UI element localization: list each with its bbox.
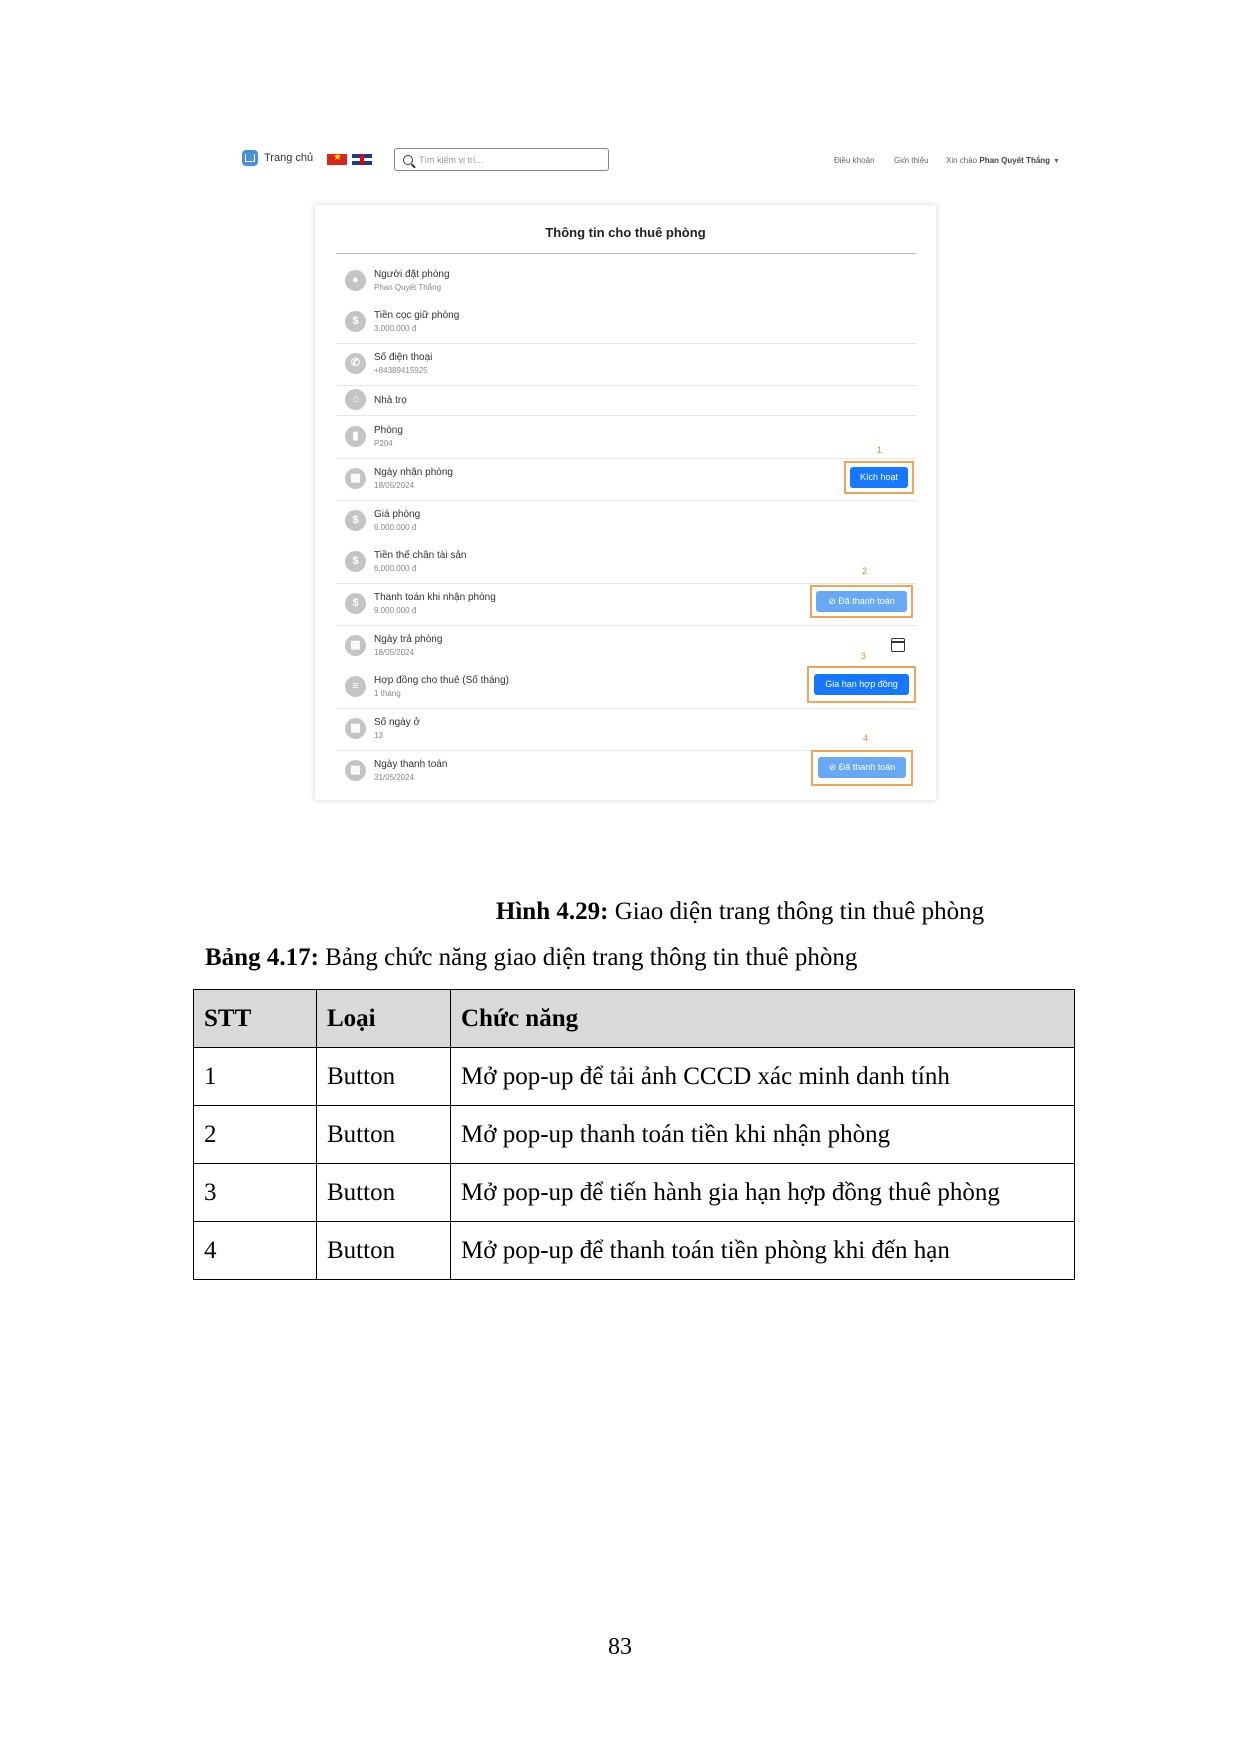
greeting-text: Xin chào [946,156,978,165]
contract-icon: ≡ [345,676,366,697]
row-value: 6.000.000 đ [374,564,417,573]
activate-button[interactable]: Kích hoạt [850,467,908,488]
row-value: 31/05/2024 [374,773,415,782]
row-value: 1 tháng [374,689,401,698]
row-label: Tiền thế chân tài sản [374,550,467,561]
info-row-room [336,416,916,459]
table-row [194,1048,1075,1106]
row-value: 18/05/2024 [374,648,415,657]
row-label: Người đặt phòng [374,269,450,280]
row-label: Tiền cọc giữ phòng [374,310,460,321]
info-row-asset-deposit [336,541,916,584]
cell-type: Button [317,1222,451,1280]
row-value: 6.000.000 đ [374,523,417,532]
cell-function: Mở pop-up để tiến hành gia hạn hợp đồng thuê phòng [451,1164,1075,1222]
calendar-picker-icon[interactable] [891,638,905,652]
row-label: Số ngày ở [374,717,421,728]
cell-function: Mở pop-up thanh toán tiền khi nhận phòng [451,1106,1075,1164]
calendar-icon: ▦ [345,718,366,739]
rental-info-card [315,205,936,800]
dollar-icon: $ [345,311,366,332]
calendar-icon: ▦ [345,468,366,489]
callout-number: 2 [862,566,868,576]
callout-number: 3 [861,651,867,661]
calendar-icon: ▦ [345,760,366,781]
terms-link[interactable]: Điều khoản [834,156,875,165]
vietnam-flag-icon[interactable] [327,154,347,165]
dollar-icon: $ [345,593,366,614]
info-row-checkout-date [336,625,916,667]
cell-stt: 4 [194,1222,317,1280]
dollar-icon: $ [345,510,366,531]
callout-number: 1 [877,445,883,455]
button-label: Đã thanh toán [838,596,895,606]
table-header-row [194,990,1075,1048]
row-label: Hợp đồng cho thuê (Số tháng) [374,675,509,686]
row-label: Nhà trọ [374,395,407,406]
row-value: 18/05/2024 [374,481,415,490]
home-link[interactable] [242,150,313,166]
button-label: Đã thanh toán [838,762,896,772]
row-value: 13 [374,731,383,740]
header-function: Chức năng [451,990,1075,1048]
row-label: Thanh toán khi nhận phòng [374,592,496,603]
about-link[interactable]: Giới thiệu [894,156,929,165]
header-stt: STT [194,990,317,1048]
row-value: 9.000.000 đ [374,606,417,615]
search-icon [403,155,413,165]
user-icon: ● [345,270,366,291]
user-menu[interactable] [946,156,1060,165]
extend-contract-button[interactable]: Gia hạn hợp đồng [814,674,909,695]
row-label: Ngày nhận phòng [374,467,453,478]
table-row [194,1222,1075,1280]
caption-text: Giao diện trang thông tin thuê phòng [614,898,985,925]
row-label: Số điện thoại [374,352,433,363]
cell-stt: 1 [194,1048,317,1106]
row-value: 3.000.000 đ [374,324,417,333]
info-row-deposit [336,301,916,344]
home-label: Trang chủ [264,152,314,164]
house-icon: ⌂ [345,389,366,410]
page-number: 83 [608,1634,632,1660]
navbar [230,138,1098,178]
info-row-days-stayed [336,708,916,751]
info-row-checkin-date [336,458,916,501]
info-row-house [336,385,916,416]
screenshot-figure [230,138,1098,873]
callout-number: 4 [863,733,869,743]
paid-rent-button[interactable]: ⊘ Đã thanh toán [818,757,906,778]
card-title: Thông tin cho thuê phòng [545,225,706,240]
row-label: Ngày thanh toán [374,759,448,770]
row-value: P204 [374,439,393,448]
header-type: Loại [317,990,451,1048]
cell-function: Mở pop-up để thanh toán tiền phòng khi đến hạn [451,1222,1075,1280]
paid-checkin-button[interactable]: ⊘ Đã thanh toán [816,591,907,612]
door-icon: ▮ [345,426,366,447]
info-row-phone [336,343,916,386]
caption-label: Hình 4.29: [495,898,609,925]
table-row [194,1106,1075,1164]
chevron-down-icon: ▼ [1053,158,1060,165]
row-label: Phòng [374,425,403,436]
uk-flag-icon[interactable] [352,154,372,165]
user-name: Phan Quyết Thắng [979,156,1051,165]
info-row-booker [336,260,916,302]
cell-function: Mở pop-up để tải ảnh CCCD xác minh danh tính [451,1048,1075,1106]
cell-stt: 2 [194,1106,317,1164]
title-divider [336,253,916,254]
table-row [194,1164,1075,1222]
row-value: +84389415925 [374,366,428,375]
function-table [193,989,1075,1280]
cell-stt: 3 [194,1164,317,1222]
search-input[interactable] [394,148,609,171]
info-row-price [336,500,916,542]
table-title [205,944,857,972]
phone-icon: ✆ [345,353,366,374]
cell-type: Button [317,1106,451,1164]
dollar-icon: $ [345,551,366,572]
row-label: Ngày trả phòng [374,634,443,645]
home-icon [242,150,258,166]
figure-caption [0,898,1240,926]
cell-type: Button [317,1048,451,1106]
cell-type: Button [317,1164,451,1222]
search-placeholder: Tìm kiếm vị trí... [419,154,483,165]
row-value: Phan Quyết Thắng [374,283,442,292]
table-title-text: Bảng chức năng giao diện trang thông tin thuê phòng [325,944,858,971]
row-label: Giá phòng [374,509,421,520]
table-title-label: Bảng 4.17: [205,944,319,971]
calendar-icon: ▦ [345,635,366,656]
